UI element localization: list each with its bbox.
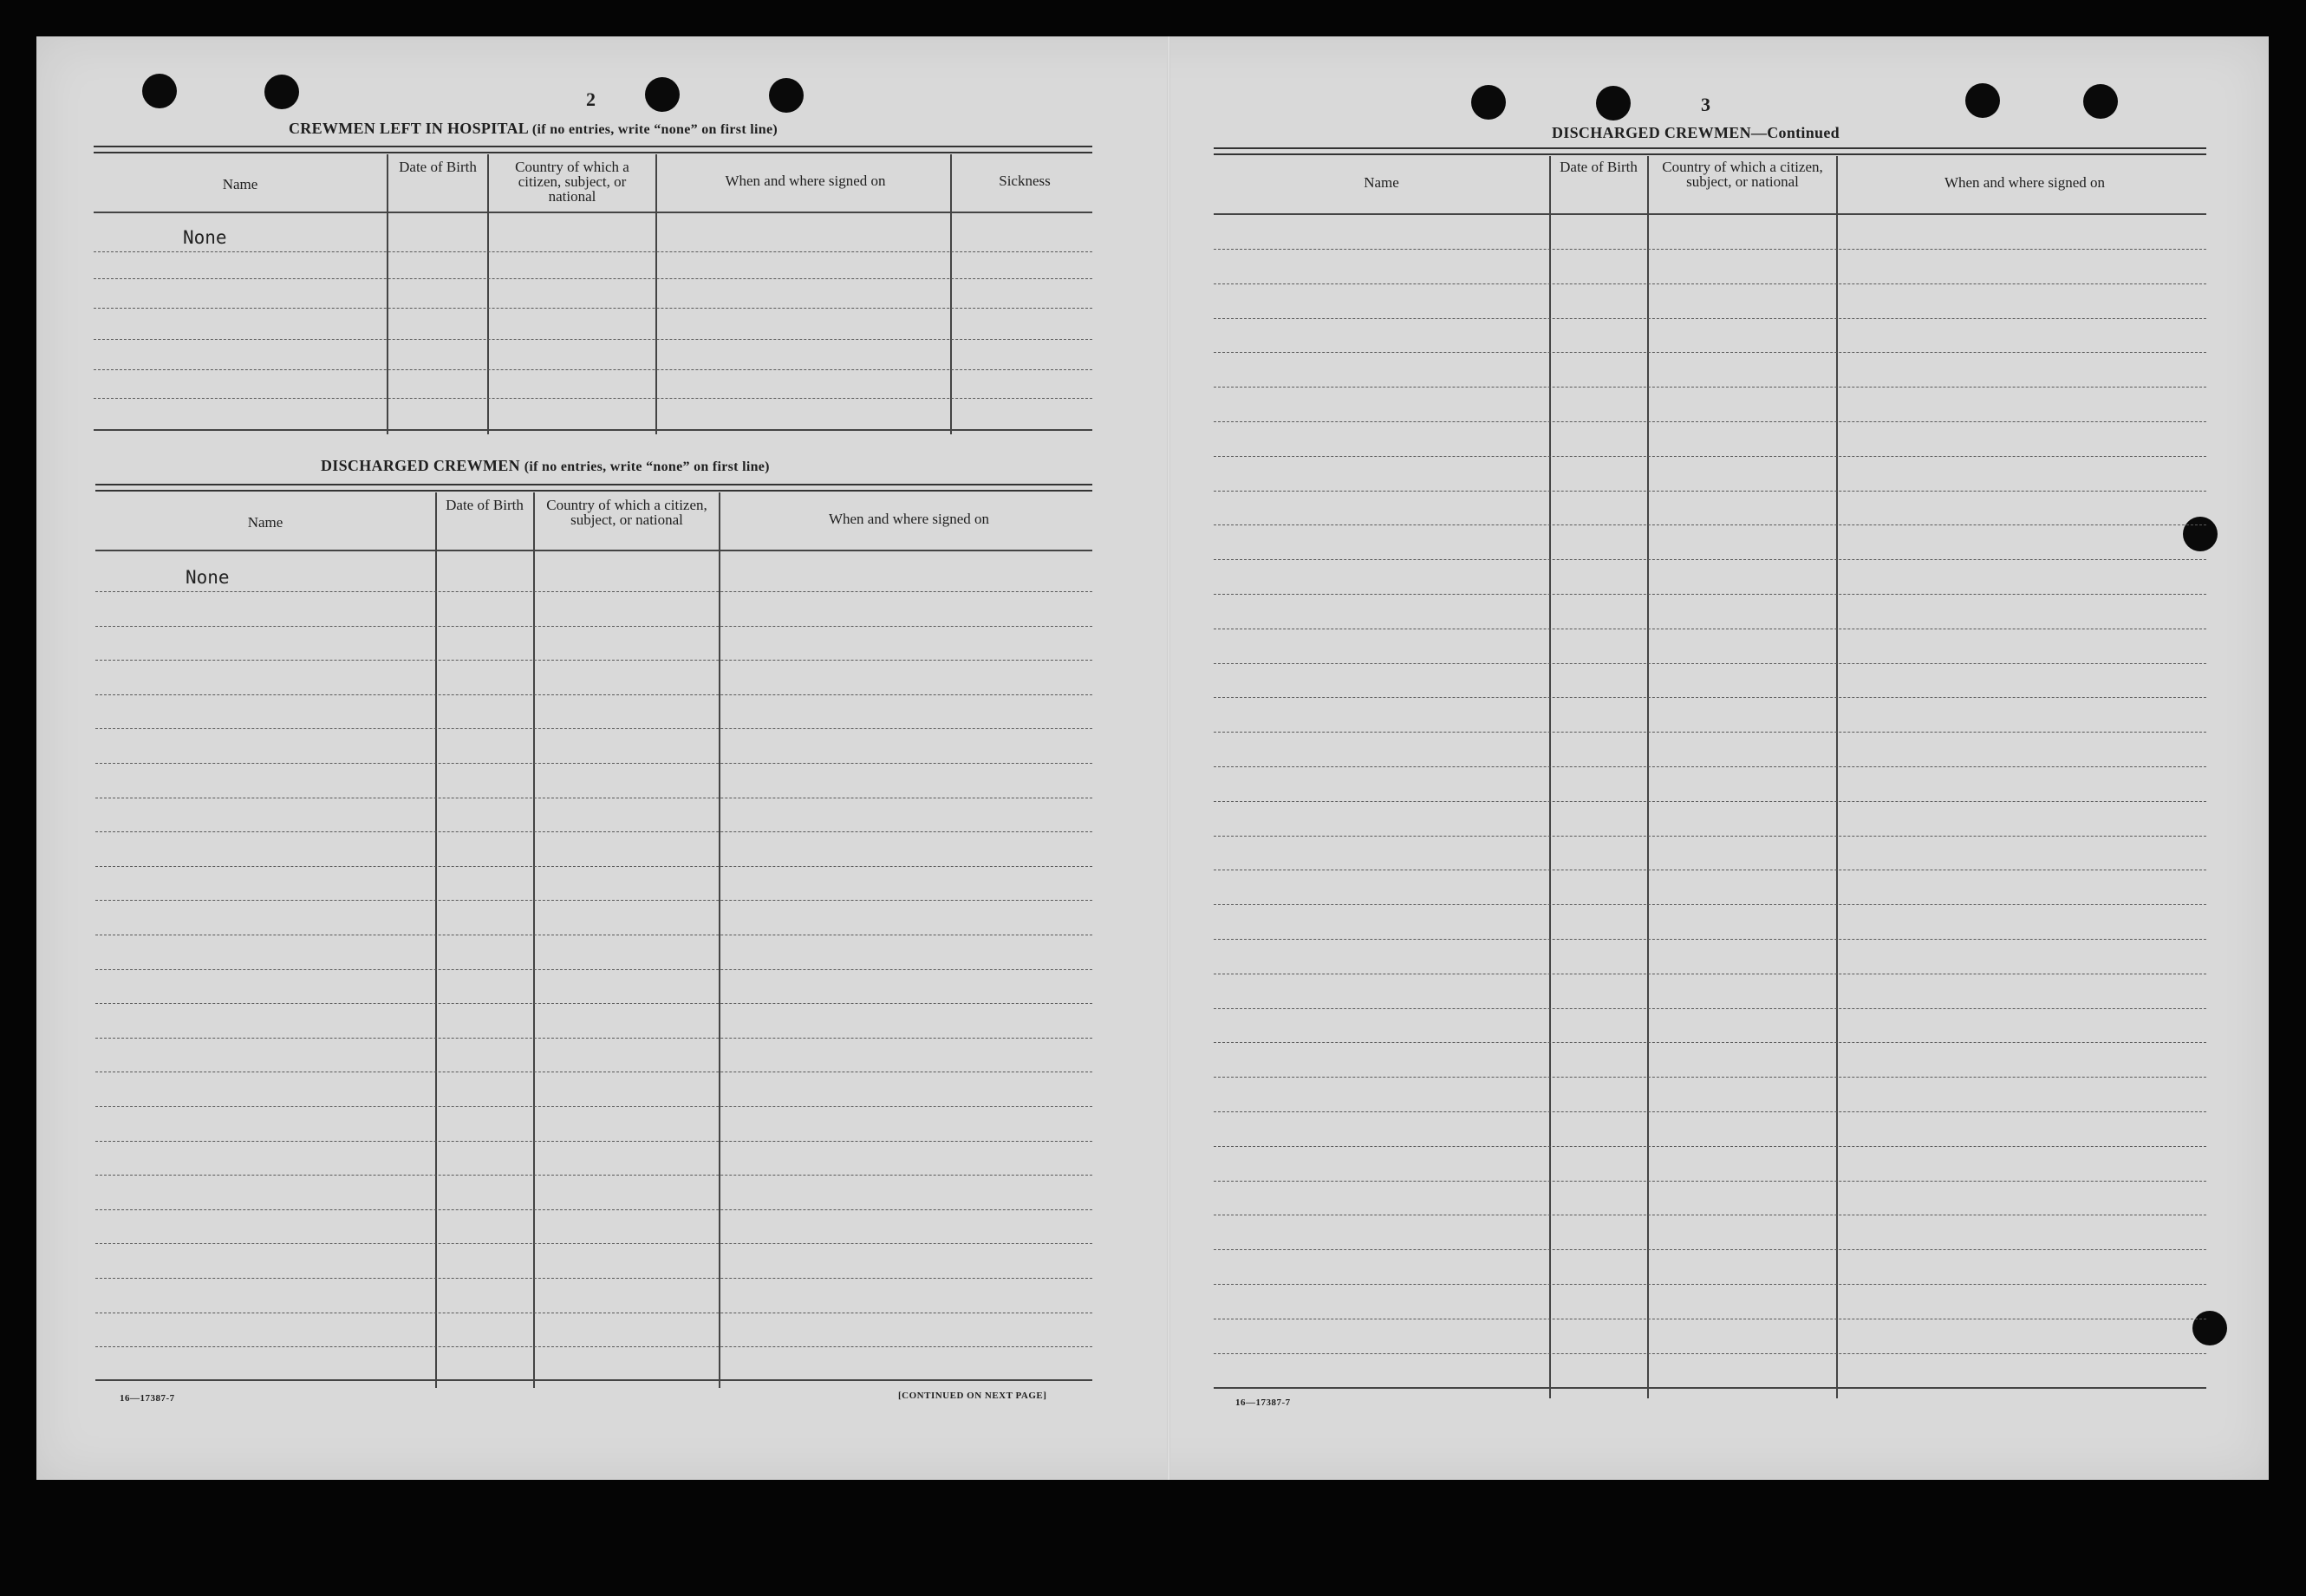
entry-line xyxy=(1214,939,2206,940)
right-form-number: 16—17387-7 xyxy=(1235,1397,1291,1408)
header-when-where: When and where signed on xyxy=(828,511,990,527)
discharged-title-bold: DISCHARGED CREWMEN xyxy=(321,457,520,474)
entry-line xyxy=(95,763,1092,764)
entry-line xyxy=(95,969,1092,970)
entry-line xyxy=(1214,904,2206,905)
entry-line xyxy=(95,900,1092,901)
header-bottom-rule xyxy=(94,212,1092,213)
table-bottom-rule xyxy=(1214,1387,2206,1389)
column-divider xyxy=(950,154,952,434)
header-bottom-rule xyxy=(1214,213,2206,215)
header-country: Country of which a citizen, subject, or national xyxy=(1662,159,1823,190)
entry-line xyxy=(1214,352,2206,353)
punch-hole xyxy=(769,78,804,113)
entry-line xyxy=(1214,1111,2206,1112)
entry-line xyxy=(1214,421,2206,422)
entry-line xyxy=(95,660,1092,661)
entry-line xyxy=(1214,1042,2206,1043)
column-divider xyxy=(719,492,720,1388)
entry-line xyxy=(1214,594,2206,595)
entry-line xyxy=(95,728,1092,729)
column-divider xyxy=(1647,156,1649,1398)
entry-line xyxy=(1214,732,2206,733)
continued-note: [CONTINUED ON NEXT PAGE] xyxy=(898,1391,1047,1401)
entry-line xyxy=(95,866,1092,867)
entry-line xyxy=(95,591,1092,592)
entry-line xyxy=(1214,318,2206,319)
punch-hole xyxy=(1596,86,1631,121)
entry-line xyxy=(1214,1077,2206,1078)
entry-line xyxy=(95,694,1092,695)
entry-line xyxy=(1214,801,2206,802)
entry-line xyxy=(95,1209,1092,1210)
entry-line xyxy=(1214,766,2206,767)
entry-line xyxy=(95,1346,1092,1347)
entry-line xyxy=(1214,491,2206,492)
discharged-none-entry: None xyxy=(186,567,230,588)
header-name: Name xyxy=(247,514,283,531)
entry-line xyxy=(1214,1249,2206,1250)
header-bottom-rule xyxy=(95,550,1092,551)
entry-line xyxy=(1214,697,2206,698)
entry-line xyxy=(95,1243,1092,1244)
table-top-rule xyxy=(1214,147,2206,155)
entry-line xyxy=(1214,1353,2206,1354)
column-divider xyxy=(487,154,489,434)
column-divider xyxy=(387,154,388,434)
entry-line xyxy=(94,398,1092,399)
entry-line xyxy=(1214,456,2206,457)
page-fold xyxy=(1167,36,1170,1480)
right-table-title: DISCHARGED CREWMEN—Continued xyxy=(1552,124,1840,141)
discharged-title-note: (if no entries, write “none” on first line) xyxy=(524,459,770,474)
header-country: Country of which a citizen, subject, or national xyxy=(515,159,629,205)
header-when-where: When and where signed on xyxy=(725,173,886,189)
punch-hole xyxy=(1471,85,1506,120)
hospital-none-entry: None xyxy=(183,227,227,248)
entry-line xyxy=(1214,249,2206,250)
column-divider xyxy=(533,492,535,1388)
hospital-title-note: (if no entries, write “none” on first line) xyxy=(531,122,778,137)
column-divider xyxy=(1549,156,1551,1398)
header-when-where: When and where signed on xyxy=(1944,174,2106,191)
header-date-of-birth: Date of Birth xyxy=(446,497,524,513)
punch-hole xyxy=(2083,84,2118,119)
punch-hole xyxy=(645,77,680,112)
entry-line xyxy=(94,369,1092,370)
entry-line xyxy=(94,278,1092,279)
entry-line xyxy=(95,831,1092,832)
entry-line xyxy=(1214,1181,2206,1182)
entry-line xyxy=(95,1278,1092,1279)
left-page-number: 2 xyxy=(586,88,596,110)
entry-line xyxy=(1214,283,2206,284)
right-page-number: 3 xyxy=(1701,94,1710,115)
punch-hole xyxy=(1965,83,2000,118)
entry-line xyxy=(1214,387,2206,388)
entry-line xyxy=(1214,1284,2206,1285)
entry-line xyxy=(1214,524,2206,525)
table-bottom-rule xyxy=(95,1379,1092,1381)
punch-hole xyxy=(142,74,177,108)
entry-line xyxy=(94,308,1092,309)
entry-line xyxy=(95,1141,1092,1142)
hospital-title-bold: CREWMEN LEFT IN HOSPITAL xyxy=(289,120,529,137)
entry-line xyxy=(94,339,1092,340)
header-date-of-birth: Date of Birth xyxy=(399,159,477,175)
header-date-of-birth: Date of Birth xyxy=(1560,159,1638,175)
header-country: Country of which a citizen, subject, or national xyxy=(546,497,707,528)
left-form-number: 16—17387-7 xyxy=(120,1393,175,1404)
entry-line xyxy=(1214,1146,2206,1147)
entry-line xyxy=(95,1003,1092,1004)
entry-line xyxy=(1214,663,2206,664)
entry-line xyxy=(95,626,1092,627)
discharged-table-title xyxy=(321,457,770,475)
hospital-table-title xyxy=(289,120,778,138)
column-divider xyxy=(655,154,657,434)
table-top-rule xyxy=(95,484,1092,492)
discharged-table xyxy=(95,484,1092,1385)
entry-line xyxy=(1214,836,2206,837)
entry-line xyxy=(1214,1008,2206,1009)
table-top-rule xyxy=(94,146,1092,153)
entry-line xyxy=(95,1175,1092,1176)
entry-line xyxy=(95,1038,1092,1039)
column-divider xyxy=(1836,156,1838,1398)
column-divider xyxy=(435,492,437,1388)
punch-hole xyxy=(264,75,299,109)
entry-line xyxy=(95,1106,1092,1107)
header-sickness: Sickness xyxy=(999,173,1051,189)
discharged-continued-table xyxy=(1214,147,2206,1396)
entry-line xyxy=(94,251,1092,252)
entry-line xyxy=(1214,559,2206,560)
header-name: Name xyxy=(222,176,258,192)
hospital-table xyxy=(94,146,1092,432)
header-name: Name xyxy=(1364,174,1399,191)
table-bottom-rule xyxy=(94,429,1092,431)
